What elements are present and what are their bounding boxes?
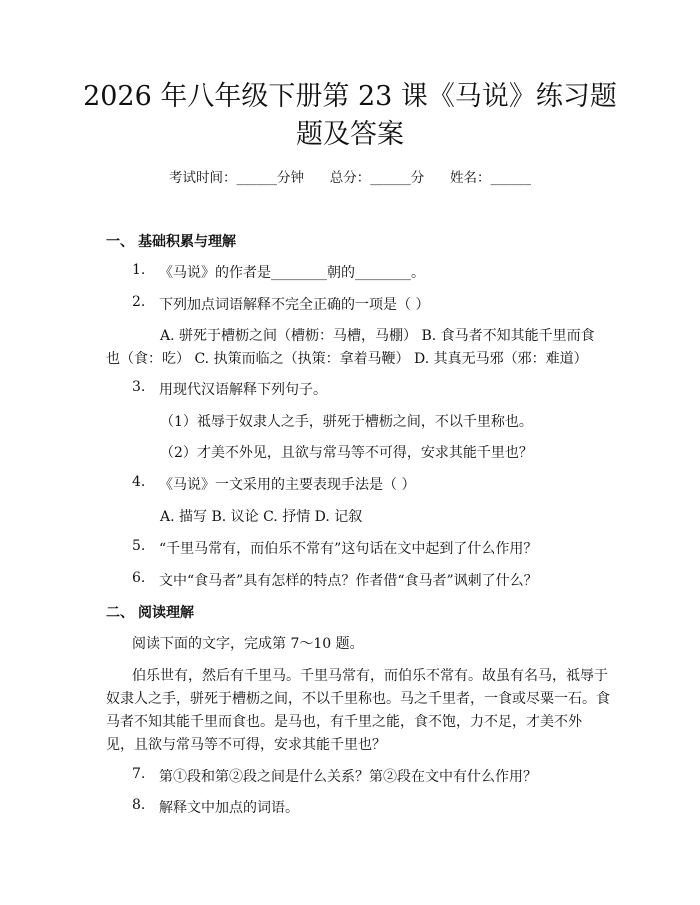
question-number: 8. (132, 797, 146, 813)
section-heading-2 (106, 602, 194, 622)
q4-options: A. 描写 B. 议论 C. 抒情 D. 记叙 (160, 509, 363, 525)
passage-line-4: 见，且欲与常马等不可得，安求其能千里也？ (106, 737, 386, 753)
title-line-1: 2026 年八年级下册第 23 课《马说》练习题 (83, 81, 617, 112)
section-heading-1 (106, 231, 236, 251)
q2-options-line-1: A. 骈死于槽枥之间（槽枥：马槽，马棚） B. 食马者不知其能千里而食 (160, 328, 595, 344)
passage-line-2: 奴隶人之手，骈死于槽枥之间，不以千里称也。马之千里者，一食或尽粟一石。食 (106, 691, 610, 707)
question-number: 6. (132, 570, 146, 586)
section-label: 阅读理解 (138, 605, 194, 621)
question-text: 第①段和第②段之间是什么关系？第②段在文中有什么作用？ (159, 769, 537, 785)
section-number: 二、 (106, 605, 134, 621)
question-text: 用现代汉语解释下列句子。 (159, 382, 327, 398)
question-number: 5. (132, 538, 146, 554)
question-number: 2. (132, 294, 146, 310)
question-text: 《马说》的作者是________朝的________。 (159, 265, 425, 281)
question-number: 7. (132, 766, 146, 782)
question-text: 文中“食马者”具有怎样的特点？作者借“食马者”讽刺了什么？ (159, 573, 538, 589)
question-text: 下列加点词语解释不完全正确的一项是（ ） (159, 297, 430, 313)
exam-info-line: 考试时间：______分钟 总分：______分 姓名：______ (169, 170, 531, 186)
question-text: “千里马常有，而伯乐不常有”这句话在文中起到了什么作用？ (159, 541, 538, 557)
q2-options-line-2: 也（食：吃） C. 执策而临之（执策：拿着马鞭） D. 其真无马邪（邪：难道） (106, 351, 588, 367)
title-line-2: 题及答案 (296, 119, 404, 150)
question-text: 《马说》一文采用的主要表现手法是（ ） (159, 477, 416, 493)
section-label: 基础积累与理解 (138, 234, 236, 250)
question-number: 3. (132, 379, 146, 395)
passage-line-3: 马者不知其能千里而食也。是马也，有千里之能，食不饱，力不足，才美不外 (106, 714, 582, 730)
q3-item-1: （1）祗辱于奴隶人之手，骈死于槽枥之间，不以千里称也。 (160, 414, 533, 430)
question-number: 1. (132, 262, 146, 278)
question-text: 解释文中加点的词语。 (159, 800, 299, 816)
reading-intro: 阅读下面的文字，完成第 7～10 题。 (132, 636, 364, 652)
passage-line-1: 伯乐世有，然后有千里马。千里马常有，而伯乐不常有。故虽有名马，祗辱于 (132, 668, 608, 684)
q3-item-2: （2）才美不外见，且欲与常马等不可得，安求其能千里也？ (160, 445, 533, 461)
section-number: 一、 (106, 234, 134, 250)
document-title (70, 78, 630, 154)
question-number: 4. (132, 474, 146, 490)
